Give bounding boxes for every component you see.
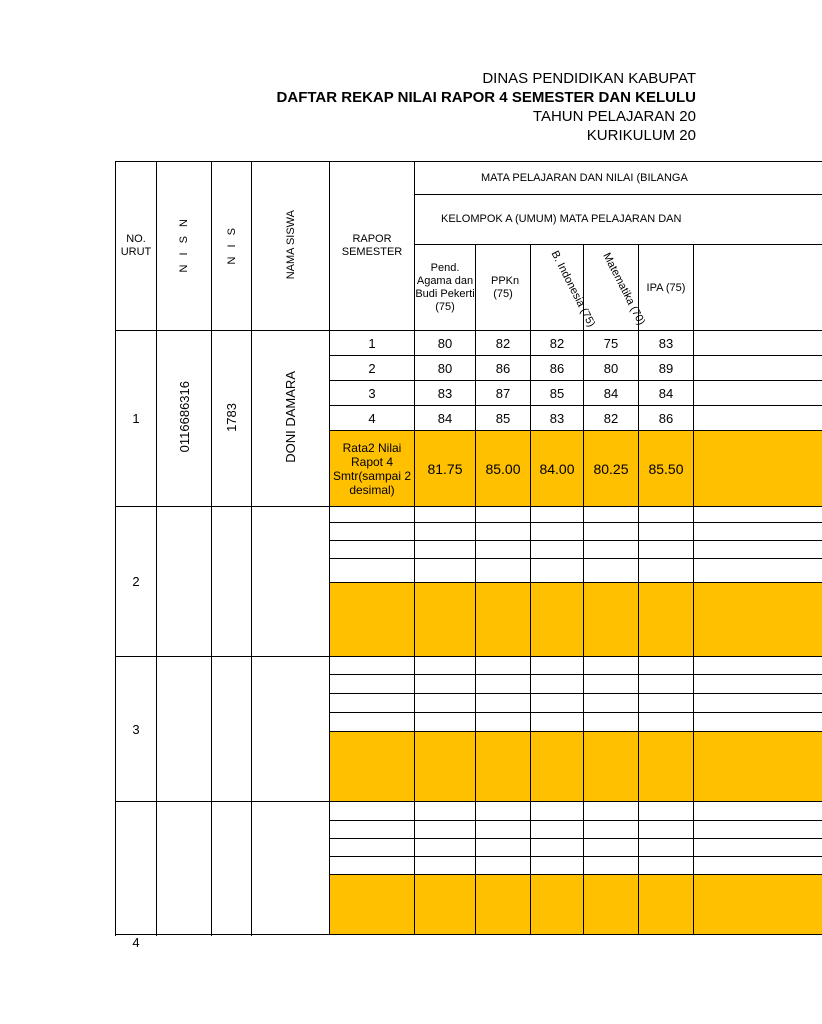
grade-cell xyxy=(476,507,531,523)
grade-cell xyxy=(694,559,822,583)
subject-ppkn xyxy=(476,245,531,331)
average-cell xyxy=(415,875,476,935)
grade-cell xyxy=(584,857,639,875)
grade-cell xyxy=(415,541,476,559)
grade-cell: 82 xyxy=(476,331,531,356)
student-nisn xyxy=(157,331,212,507)
grade-cell xyxy=(476,694,531,713)
grade-cell: 82 xyxy=(531,331,584,356)
grade-cell xyxy=(694,523,822,541)
grade-cell xyxy=(415,821,476,839)
grade-cell xyxy=(694,381,822,406)
grade-cell xyxy=(584,559,639,583)
average-cell xyxy=(639,583,694,657)
grade-cell xyxy=(531,839,584,857)
grade-cell xyxy=(639,802,694,821)
grade-cell: 84 xyxy=(415,406,476,431)
average-label xyxy=(330,732,415,802)
grade-cell: 83 xyxy=(531,406,584,431)
grade-cell xyxy=(476,675,531,694)
grade-cell xyxy=(584,675,639,694)
grade-cell: 86 xyxy=(639,406,694,431)
grade-cell xyxy=(639,821,694,839)
grade-cell xyxy=(639,559,694,583)
average-cell xyxy=(476,583,531,657)
semester-cell: 3 xyxy=(330,381,415,406)
header-no-urut: NO. URUT xyxy=(116,162,157,331)
grade-cell xyxy=(476,857,531,875)
average-label: Rata2 Nilai Rapot 4 Smtr(sampai 2 desimal) xyxy=(330,431,415,507)
grade-cell: 82 xyxy=(584,406,639,431)
semester-cell xyxy=(330,559,415,583)
grade-cell xyxy=(531,802,584,821)
student-no: 1 xyxy=(116,331,157,507)
average-cell xyxy=(415,732,476,802)
average-cell xyxy=(476,732,531,802)
student-nama xyxy=(252,802,330,935)
grade-cell xyxy=(694,657,822,675)
student-nis xyxy=(212,331,252,507)
subject-b-indonesia-label: B. Indonesia (75) xyxy=(548,248,598,330)
student-nisn-value: 0116686316 xyxy=(176,381,192,453)
grade-cell xyxy=(415,507,476,523)
grade-table-viewport xyxy=(115,161,755,950)
average-cell xyxy=(639,732,694,802)
grade-cell xyxy=(639,507,694,523)
student-nama-value: DONI DAMARA xyxy=(283,371,298,463)
student-no xyxy=(116,802,157,950)
average-cell: 81.75 xyxy=(415,431,476,507)
average-cell xyxy=(694,431,822,507)
header-kelompok-a: KELOMPOK A (UMUM) MATA PELAJARAN DAN xyxy=(415,195,822,245)
semester-cell xyxy=(330,507,415,523)
average-cell xyxy=(531,583,584,657)
average-cell: 85.00 xyxy=(476,431,531,507)
average-cell xyxy=(694,732,822,802)
grade-cell xyxy=(639,713,694,732)
semester-cell xyxy=(330,713,415,732)
grade-cell: 75 xyxy=(584,331,639,356)
grade-cell xyxy=(415,802,476,821)
semester-cell xyxy=(330,675,415,694)
grade-cell xyxy=(694,694,822,713)
grade-cell: 83 xyxy=(415,381,476,406)
grade-cell xyxy=(584,839,639,857)
grade-cell xyxy=(584,802,639,821)
semester-cell xyxy=(330,523,415,541)
header-curriculum: KURIKULUM 20 xyxy=(586,127,696,144)
semester-cell: 4 xyxy=(330,406,415,431)
grade-cell: 86 xyxy=(476,356,531,381)
grade-cell xyxy=(531,507,584,523)
grade-cell xyxy=(639,694,694,713)
semester-cell xyxy=(330,694,415,713)
grade-cell xyxy=(531,541,584,559)
grade-table xyxy=(115,161,822,950)
header-mata-pelajaran: MATA PELAJARAN DAN NILAI (BILANGA xyxy=(415,162,822,195)
subject-agama: Pend. Agama dan Budi Pekerti (75) xyxy=(415,245,476,331)
grade-cell xyxy=(531,657,584,675)
grade-cell xyxy=(694,356,822,381)
average-cell xyxy=(584,583,639,657)
grade-cell xyxy=(531,857,584,875)
student-nama xyxy=(252,331,330,507)
student-no-value: 4 xyxy=(132,935,140,950)
semester-cell: 2 xyxy=(330,356,415,381)
header-nisn-label: N I S N xyxy=(178,216,190,273)
grade-cell xyxy=(415,559,476,583)
grade-cell: 85 xyxy=(476,406,531,431)
grade-cell xyxy=(531,694,584,713)
grade-cell xyxy=(584,507,639,523)
grade-cell xyxy=(415,675,476,694)
student-nis-value: 1783 xyxy=(224,402,239,432)
grade-cell xyxy=(531,675,584,694)
header-rapor-semester: RAPOR SEMESTER xyxy=(330,162,415,331)
grade-cell xyxy=(415,694,476,713)
grade-cell xyxy=(415,523,476,541)
grade-cell xyxy=(694,675,822,694)
semester-cell xyxy=(330,821,415,839)
grade-cell xyxy=(584,541,639,559)
semester-cell xyxy=(330,839,415,857)
header-agency: DINAS PENDIDIKAN KABUPAT xyxy=(482,70,696,87)
grade-cell xyxy=(415,839,476,857)
grade-cell xyxy=(531,523,584,541)
semester-cell xyxy=(330,541,415,559)
average-label xyxy=(330,583,415,657)
header-nis xyxy=(212,162,252,331)
grade-cell xyxy=(476,821,531,839)
grade-cell xyxy=(476,713,531,732)
grade-cell xyxy=(531,713,584,732)
grade-cell: 80 xyxy=(584,356,639,381)
grade-cell xyxy=(694,821,822,839)
grade-cell xyxy=(694,406,822,431)
grade-cell: 89 xyxy=(639,356,694,381)
average-cell: 85.50 xyxy=(639,431,694,507)
average-cell xyxy=(639,875,694,935)
grade-cell: 84 xyxy=(584,381,639,406)
grade-cell xyxy=(476,657,531,675)
average-cell xyxy=(476,875,531,935)
grade-cell xyxy=(694,839,822,857)
header-nis-label: N I S xyxy=(225,224,238,265)
grade-cell xyxy=(531,821,584,839)
header-nama-siswa xyxy=(252,162,330,331)
grade-cell xyxy=(694,331,822,356)
grade-cell xyxy=(694,541,822,559)
average-cell xyxy=(694,875,822,935)
grade-cell xyxy=(584,657,639,675)
grade-cell: 84 xyxy=(639,381,694,406)
grade-cell: 86 xyxy=(531,356,584,381)
average-cell xyxy=(415,583,476,657)
student-no: 2 xyxy=(116,507,157,657)
average-cell xyxy=(531,732,584,802)
average-cell xyxy=(694,583,822,657)
student-nisn xyxy=(157,657,212,802)
student-nisn xyxy=(157,507,212,657)
header-title: DAFTAR REKAP NILAI RAPOR 4 SEMESTER DAN KELULU xyxy=(276,89,696,106)
grade-cell: 80 xyxy=(415,331,476,356)
grade-cell xyxy=(694,713,822,732)
average-cell xyxy=(584,732,639,802)
student-nis xyxy=(212,507,252,657)
grade-cell xyxy=(476,839,531,857)
grade-cell xyxy=(415,713,476,732)
header-nama-label: NAMA SISWA xyxy=(284,209,297,280)
grade-cell xyxy=(639,523,694,541)
grade-cell xyxy=(476,559,531,583)
grade-cell xyxy=(694,802,822,821)
student-nama xyxy=(252,657,330,802)
semester-cell: 1 xyxy=(330,331,415,356)
grade-cell xyxy=(639,839,694,857)
average-label xyxy=(330,875,415,935)
grade-cell xyxy=(415,857,476,875)
grade-cell xyxy=(694,857,822,875)
grade-cell xyxy=(584,821,639,839)
average-cell xyxy=(531,875,584,935)
subject-ipa: IPA (75) xyxy=(639,245,694,331)
grade-cell xyxy=(476,523,531,541)
grade-cell: 85 xyxy=(531,381,584,406)
grade-cell xyxy=(531,559,584,583)
student-nis xyxy=(212,657,252,802)
subject-b-indonesia xyxy=(531,245,598,331)
grade-cell xyxy=(639,675,694,694)
grade-cell xyxy=(639,857,694,875)
grade-cell xyxy=(639,541,694,559)
subject-ppkn-label: PPKn (75) xyxy=(491,274,520,300)
grade-cell xyxy=(694,507,822,523)
student-nama xyxy=(252,507,330,657)
semester-cell xyxy=(330,857,415,875)
subject-matematika-label: Matematika (70) xyxy=(600,250,648,328)
grade-cell xyxy=(476,802,531,821)
student-no: 3 xyxy=(116,657,157,802)
student-nisn xyxy=(157,802,212,935)
grade-cell xyxy=(639,657,694,675)
student-nis xyxy=(212,802,252,935)
grade-cell xyxy=(584,694,639,713)
semester-cell xyxy=(330,657,415,675)
header-year: TAHUN PELAJARAN 20 xyxy=(532,108,696,125)
semester-cell xyxy=(330,802,415,821)
grade-cell xyxy=(476,541,531,559)
grade-cell xyxy=(584,523,639,541)
grade-cell xyxy=(415,657,476,675)
average-cell: 84.00 xyxy=(531,431,584,507)
header-nisn xyxy=(157,162,212,331)
grade-cell: 83 xyxy=(639,331,694,356)
subject-next xyxy=(694,245,822,331)
grade-cell xyxy=(584,713,639,732)
grade-cell: 87 xyxy=(476,381,531,406)
grade-cell: 80 xyxy=(415,356,476,381)
average-cell: 80.25 xyxy=(584,431,639,507)
average-cell xyxy=(584,875,639,935)
